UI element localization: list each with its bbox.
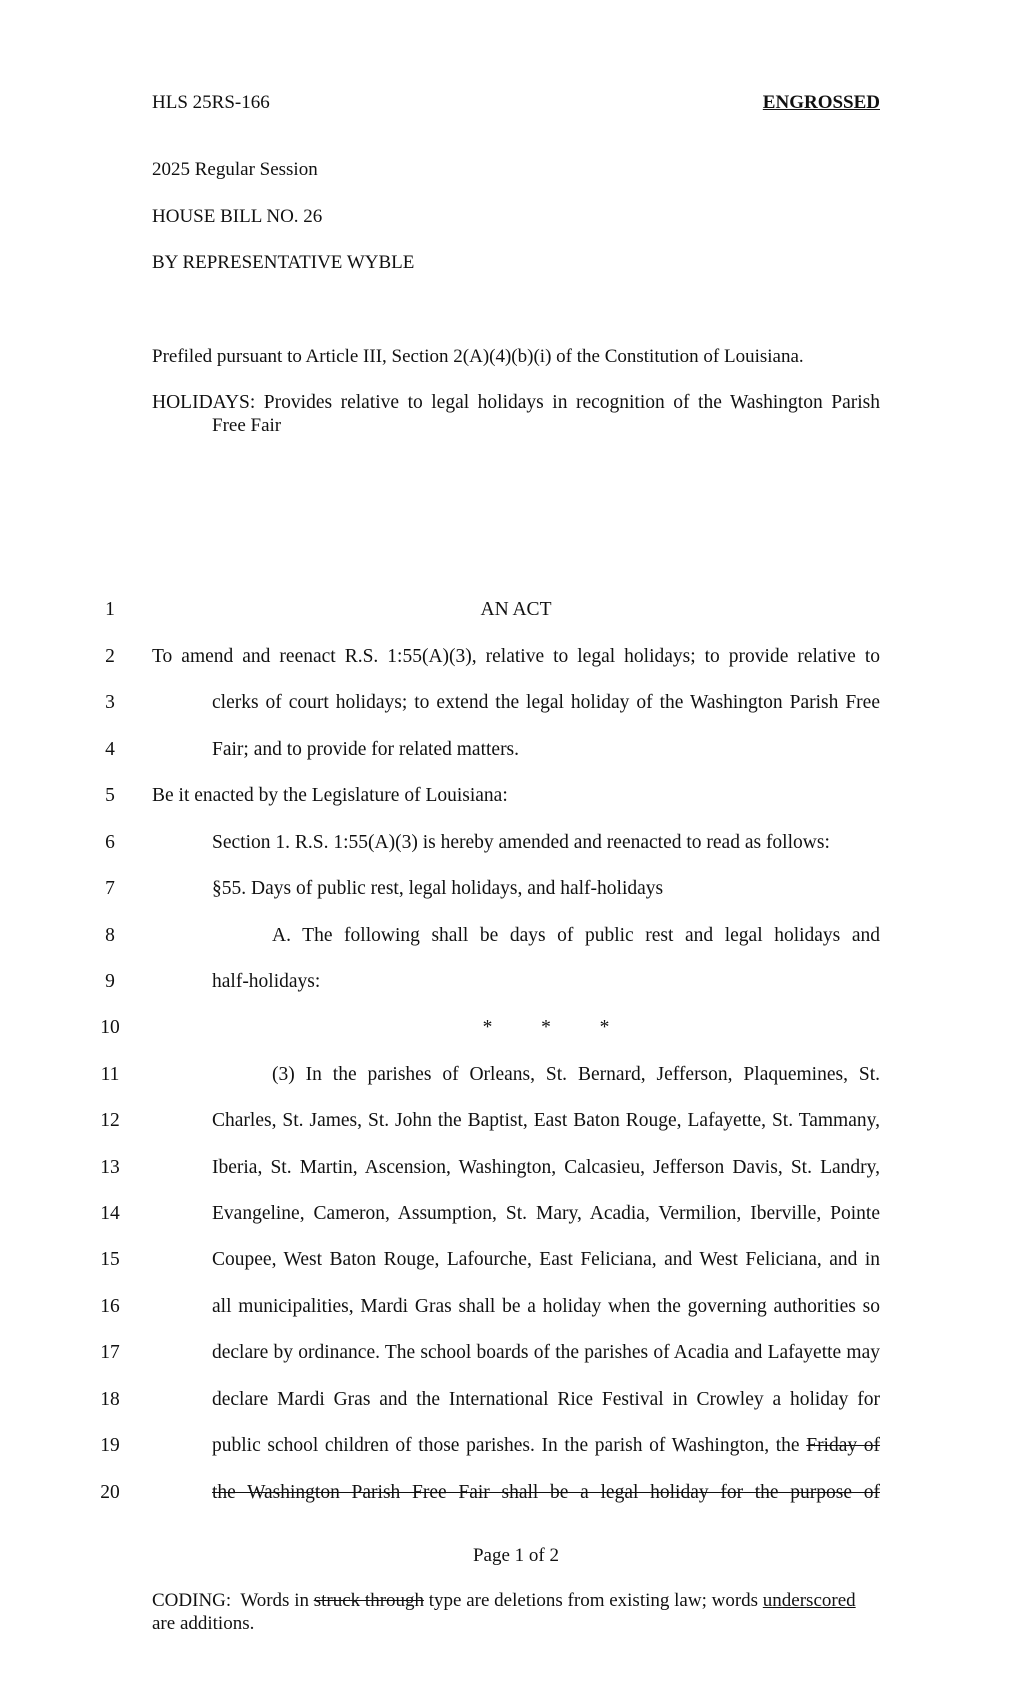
line-number: 4 xyxy=(105,739,115,760)
struck-text: Friday of xyxy=(806,1435,881,1456)
ellipsis-asterisks: * * * xyxy=(482,1017,610,1038)
line-number: 8 xyxy=(105,925,115,946)
body-line: clerks of court holidays; to extend the legal holiday of the Washington Parish Free xyxy=(212,692,880,713)
line-number: 5 xyxy=(105,785,115,806)
line-number: 2 xyxy=(105,646,115,667)
digest-line-1: HOLIDAYS: Provides relative to legal holidays in recognition of the Washington Parish xyxy=(152,392,880,413)
body-line: Fair; and to provide for related matters. xyxy=(212,739,520,760)
bill-author: BY REPRESENTATIVE WYBLE xyxy=(152,252,415,273)
line-number: 1 xyxy=(105,599,115,620)
line-number: 7 xyxy=(105,878,115,899)
body-line xyxy=(212,1435,880,1457)
body-line: half-holidays: xyxy=(212,971,321,992)
body-line: To amend and reenact R.S. 1:55(A)(3), relative to legal holidays; to provide relative to xyxy=(152,646,880,667)
body-line: Section 1. R.S. 1:55(A)(3) is hereby amended and reenacted to read as follows: xyxy=(212,832,830,853)
line-number: 14 xyxy=(100,1203,120,1224)
body-line: all municipalities, Mardi Gras shall be a holiday when the governing authorities so xyxy=(212,1296,880,1317)
line-number: 17 xyxy=(100,1342,120,1363)
line-number: 19 xyxy=(100,1435,120,1456)
digest-line-2: Free Fair xyxy=(212,415,282,436)
coding-note-line-2: are additions. xyxy=(152,1613,255,1634)
line-number: 20 xyxy=(100,1482,120,1503)
document-id: HLS 25RS-166 xyxy=(152,92,270,113)
page-number: Page 1 of 2 xyxy=(472,1545,559,1566)
body-line: Coupee, West Baton Rouge, Lafourche, East Feliciana, and West Feliciana, and in xyxy=(212,1249,880,1270)
line-number: 12 xyxy=(100,1110,120,1131)
line-number: 18 xyxy=(100,1389,120,1410)
body-line: A. The following shall be days of public rest and legal holidays and xyxy=(272,925,880,946)
coding-prefix: CODING: Words in xyxy=(152,1590,314,1611)
coding-underline-sample: underscored xyxy=(762,1590,856,1611)
body-line: Iberia, St. Martin, Ascension, Washington, Calcasieu, Jefferson Davis, St. Landry, xyxy=(212,1157,880,1178)
line-number: 11 xyxy=(100,1064,120,1085)
body-line: Evangeline, Cameron, Assumption, St. Mary, Acadia, Vermilion, Iberville, Pointe xyxy=(212,1203,880,1224)
act-title: AN ACT xyxy=(480,599,552,620)
struck-line: the Washington Parish Free Fair shall be a legal holiday for the purpose of xyxy=(212,1482,880,1503)
coding-note xyxy=(152,1590,880,1612)
body-line: (3) In the parishes of Orleans, St. Bernard, Jefferson, Plaquemines, St. xyxy=(272,1064,880,1085)
body-line: declare by ordinance. The school boards of the parishes of Acadia and Lafayette may xyxy=(212,1342,880,1363)
line-number: 3 xyxy=(105,692,115,713)
coding-mid: type are deletions from existing law; words xyxy=(424,1590,763,1611)
body-line: declare Mardi Gras and the International Rice Festival in Crowley a holiday for xyxy=(212,1389,880,1410)
line-number: 9 xyxy=(105,971,115,992)
line-number: 6 xyxy=(105,832,115,853)
line-number: 16 xyxy=(100,1296,120,1317)
body-line: Be it enacted by the Legislature of Louisiana: xyxy=(152,785,508,806)
line-text: public school children of those parishes. In the parish of Washington, the xyxy=(212,1435,807,1456)
line-number: 15 xyxy=(100,1249,120,1270)
line-number: 10 xyxy=(100,1017,120,1038)
session-label: 2025 Regular Session xyxy=(152,159,318,180)
section-heading: §55. Days of public rest, legal holidays, and half-holidays xyxy=(212,878,664,899)
body-line: Charles, St. James, St. John the Baptist, East Baton Rouge, Lafayette, St. Tammany, xyxy=(212,1110,880,1131)
coding-struck-sample: struck through xyxy=(313,1590,425,1611)
engrossed-label: ENGROSSED xyxy=(762,92,880,113)
line-number: 13 xyxy=(100,1157,120,1178)
bill-number: HOUSE BILL NO. 26 xyxy=(152,206,323,227)
prefiled-note: Prefiled pursuant to Article III, Section 2(A)(4)(b)(i) of the Constitution of Louisiana. xyxy=(152,346,804,367)
